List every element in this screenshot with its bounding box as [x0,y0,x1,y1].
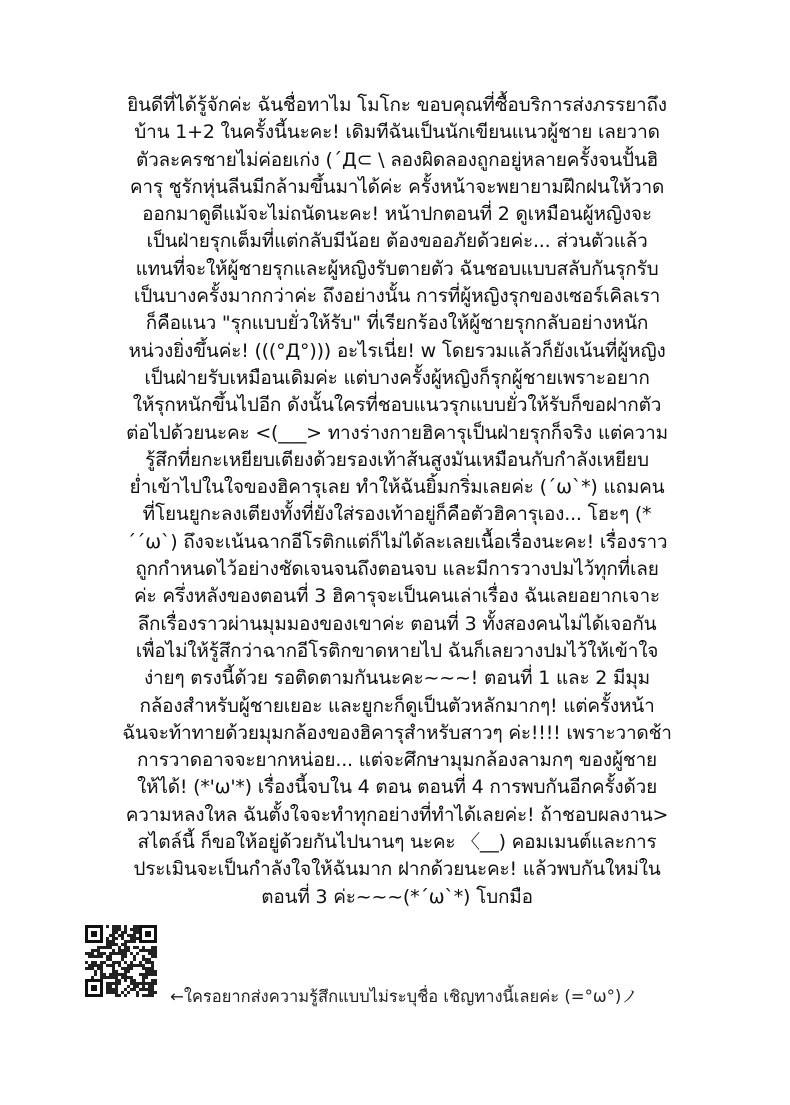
text-line: ออกมาดูดีแม้จะไม่ถนัดนะคะ! หน้าปกตอนที่ 2 ดูเหมือนผู้หญิงจะ [142,203,652,226]
text-line: กล้องสำหรับผู้ชายเยอะ และยูกะก็ดูเป็นตัวหลักมากๆ! แต่ครั้งหน้า [139,694,655,717]
text-line: เพื่อไม่ให้รู้สึกว่าฉากอีโรติกขาดหายไป ฉันก็เลยวางปมไว้ให้เข้าใจ [135,639,659,662]
text-line: การวาดอาจจะยากหน่อย... แต่จะศึกษามุมกล้องลามกๆ ของผู้ชาย [137,749,657,772]
text-line: เป็นบางครั้งมากกว่าค่ะ ถึงอย่างนั้น การที่ผู้หญิงรุกของเซอร์เคิลเรา [133,285,661,308]
text-line: ตัวละครชายไม่ค่อยเก่ง (´Д⊂ \ ลองผิดลองถูกอยู่หลายครั้งจนปั้นฮิ [135,148,659,171]
text-line: ฉันจะท้าทายด้วยมุมกล้องของฮิคารุสำหรับสาวๆ ค่ะ!!!! เพราะวาดช้า [122,721,672,744]
text-line: ก็คือแนว "รุกแบบยั่วให้รับ" ที่เรียกร้องให้ผู้ชายรุกกลับอย่างหนัก [145,312,649,335]
text-line: ถูกกำหนดไว้อย่างชัดเจนจนถึงตอนจบ และมีการวางปมไว้ทุกที่เลย [135,558,659,581]
text-line: เป็นฝ่ายรุกเต็มที่แต่กลับมีน้อย ต้องขออภัยด้วยค่ะ... ส่วนตัวแล้ว [146,230,648,253]
text-line: ย่ำเข้าไปในใจของฮิคารุเลย ทำให้ฉันยิ้มกริ่มเลยค่ะ (´ω`*) แถมคน [129,476,665,499]
text-line: ต่อไปด้วยนะคะ <(___> ทางร่างกายฮิคารุเป็นฝ่ายรุกก็จริง แต่ความ [126,421,668,444]
text-line: รู้สึกที่ยกะเหยียบเตียงด้วยรองเท้าส้นสูงมันเหมือนกับกำลังเหยียบ [145,448,649,471]
text-line: ง่ายๆ ตรงนี้ด้วย รอติดตามกันนะคะ~~~! ตอนที่ 1 และ 2 มีมุม [143,667,651,690]
qr-caption: ←ใครอยากส่งความรู้สึกแบบไม่ระบุชื่อ เชิญทางนี้เลยค่ะ (=°ω°)ノ [170,987,638,1006]
text-line: ลึกเรื่องราวผ่านมุมมองของเขาค่ะ ตอนที่ 3 ทั้งสองคนไม่ได้เจอกัน [137,612,657,635]
text-line: ค่ะ ครึ่งหลังของตอนที่ 3 ฮิคารุจะเป็นคนเล่าเรื่อง ฉันเลยอยากเจาะ [134,585,660,608]
text-line: ความหลงใหล ฉันตั้งใจจะทำทุกอย่างที่ทำได้เลยค่ะ! ถ้าชอบผลงาน> [125,803,669,826]
text-line: สไตล์นี้ ก็ขอให้อยู่ด้วยกันไปนานๆ นะคะ 〈__) คอมเมนต์และการ [137,831,657,854]
text-line: ´´ω`) ถึงจะเน้นฉากอีโรติกแต่ก็ไม่ได้ละเลยเนื้อเรื่องนะคะ! เรื่องราว [126,530,668,553]
text-line: เป็นฝ่ายรับเหมือนเดิมค่ะ แต่บางครั้งผู้หญิงก็รุกผู้ชายเพราะอยาก [144,366,650,389]
text-line: ตอนที่ 3 ค่ะ~~~(*´ω`*) โบกมือ [261,885,533,908]
text-line: บ้าน 1+2 ในครั้งนี้นะคะ! เดิมทีฉันเป็นนักเขียนแนวผู้ชาย เลยวาด [134,121,660,144]
text-line: ยินดีที่ได้รู้จักค่ะ ฉันชื่อทาไม โมโกะ ขอบคุณที่ซื้อบริการส่งภรรยาถึง [127,94,667,116]
text-line: ประเมินจะเป็นกำลังใจให้ฉันมาก ฝากด้วยนะคะ! แล้วพบกันใหม่ใน [133,858,661,881]
text-line: ให้รุกหนักขึ้นไปอีก ดังนั้นใครที่ชอบแนวรุกแบบยั่วให้รับก็ขอฝากตัว [132,394,662,417]
text-line: แทนที่จะให้ผู้ชายรุกและผู้หญิงรับตายตัว ฉันชอบแบบสลับกันรุกรับ [135,257,659,280]
text-line: คารุ ชูรักหุ่นลีนมีกล้ามขึ้นมาได้ค่ะ ครั้งหน้าจะพยายามฝึกฝนให้วาด [129,175,665,198]
afterword-text [52,92,742,911]
text-line: ที่โยนยูกะลงเตียงทั้งที่ยังใส่รองเท้าอยู่ก็คือตัวฮิคารุเอง... โฮะๆ (* [142,503,652,526]
qr-code-icon [83,923,159,999]
text-line: ให้ได้! (*'ω'*) เรื่องนี้จบใน 4 ตอน ตอนที่ 4 การพบกันอีกครั้งด้วย [136,776,658,799]
qr-code[interactable] [83,923,159,999]
text-line: หน่วงยิ่งขึ้นค่ะ! (((°Д°))) อะไรเนี่ย! w โดยรวมแล้วก็ยังเน้นที่ผู้หญิง [128,339,666,362]
